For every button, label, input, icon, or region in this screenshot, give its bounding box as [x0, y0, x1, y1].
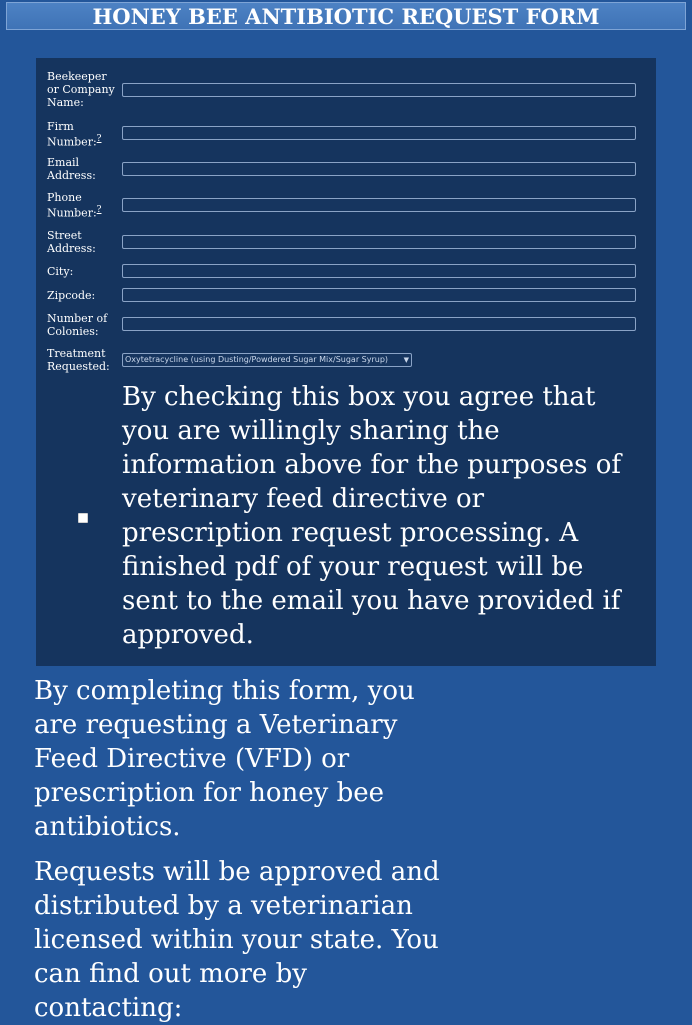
- phone-number-input[interactable]: [122, 198, 636, 212]
- company-name-label: Beekeeper or Company Name:: [47, 70, 115, 109]
- firm-number-label: [47, 120, 119, 149]
- city-label: City:: [47, 265, 74, 278]
- page-title: HONEY BEE ANTIBIOTIC REQUEST FORM: [6, 2, 686, 30]
- email-label: Email Address:: [47, 156, 96, 182]
- company-name-input[interactable]: [122, 83, 636, 97]
- street-address-label: Street Address:: [47, 229, 96, 255]
- request-form: [36, 58, 656, 666]
- colonies-input[interactable]: [122, 317, 636, 331]
- phone-number-label: [47, 191, 119, 220]
- intro-paragraph: By completing this form, you are requesting a Veterinary Feed Directive (VFD) or prescription for honey bee antibiotics.: [34, 676, 415, 842]
- city-input[interactable]: [122, 264, 636, 278]
- consent-text: By checking this box you agree that you are willingly sharing the information above for the purposes of veterinary feed directive or prescription request processing. A finished pdf of your request will be sent to the email you have provided if approved.: [122, 382, 622, 650]
- zipcode-input[interactable]: [122, 288, 636, 302]
- firm-number-label-text: Firm Number:: [47, 120, 97, 149]
- colonies-label: Number of Colonies:: [47, 312, 108, 338]
- firm-number-input[interactable]: [122, 126, 636, 140]
- email-input[interactable]: [122, 162, 636, 176]
- chevron-down-icon: ▼: [403, 356, 409, 364]
- phone-number-label-text: Phone Number:: [47, 191, 97, 220]
- treatment-selected-value: Oxytetracycline (using Dusting/Powdered Sugar Mix/Sugar Syrup): [125, 355, 389, 364]
- treatment-label: Treatment Requested:: [47, 347, 110, 373]
- treatment-select[interactable]: [122, 353, 412, 367]
- phone-number-help-link[interactable]: ?: [96, 205, 102, 215]
- consent-checkbox[interactable]: [78, 513, 88, 523]
- zipcode-label: Zipcode:: [47, 289, 96, 302]
- approval-paragraph: Requests will be approved and distributed by a veterinarian licensed within your state. You can find out more by contacting:: [34, 857, 440, 1023]
- street-address-input[interactable]: [122, 235, 636, 249]
- firm-number-help-link[interactable]: ?: [96, 134, 102, 144]
